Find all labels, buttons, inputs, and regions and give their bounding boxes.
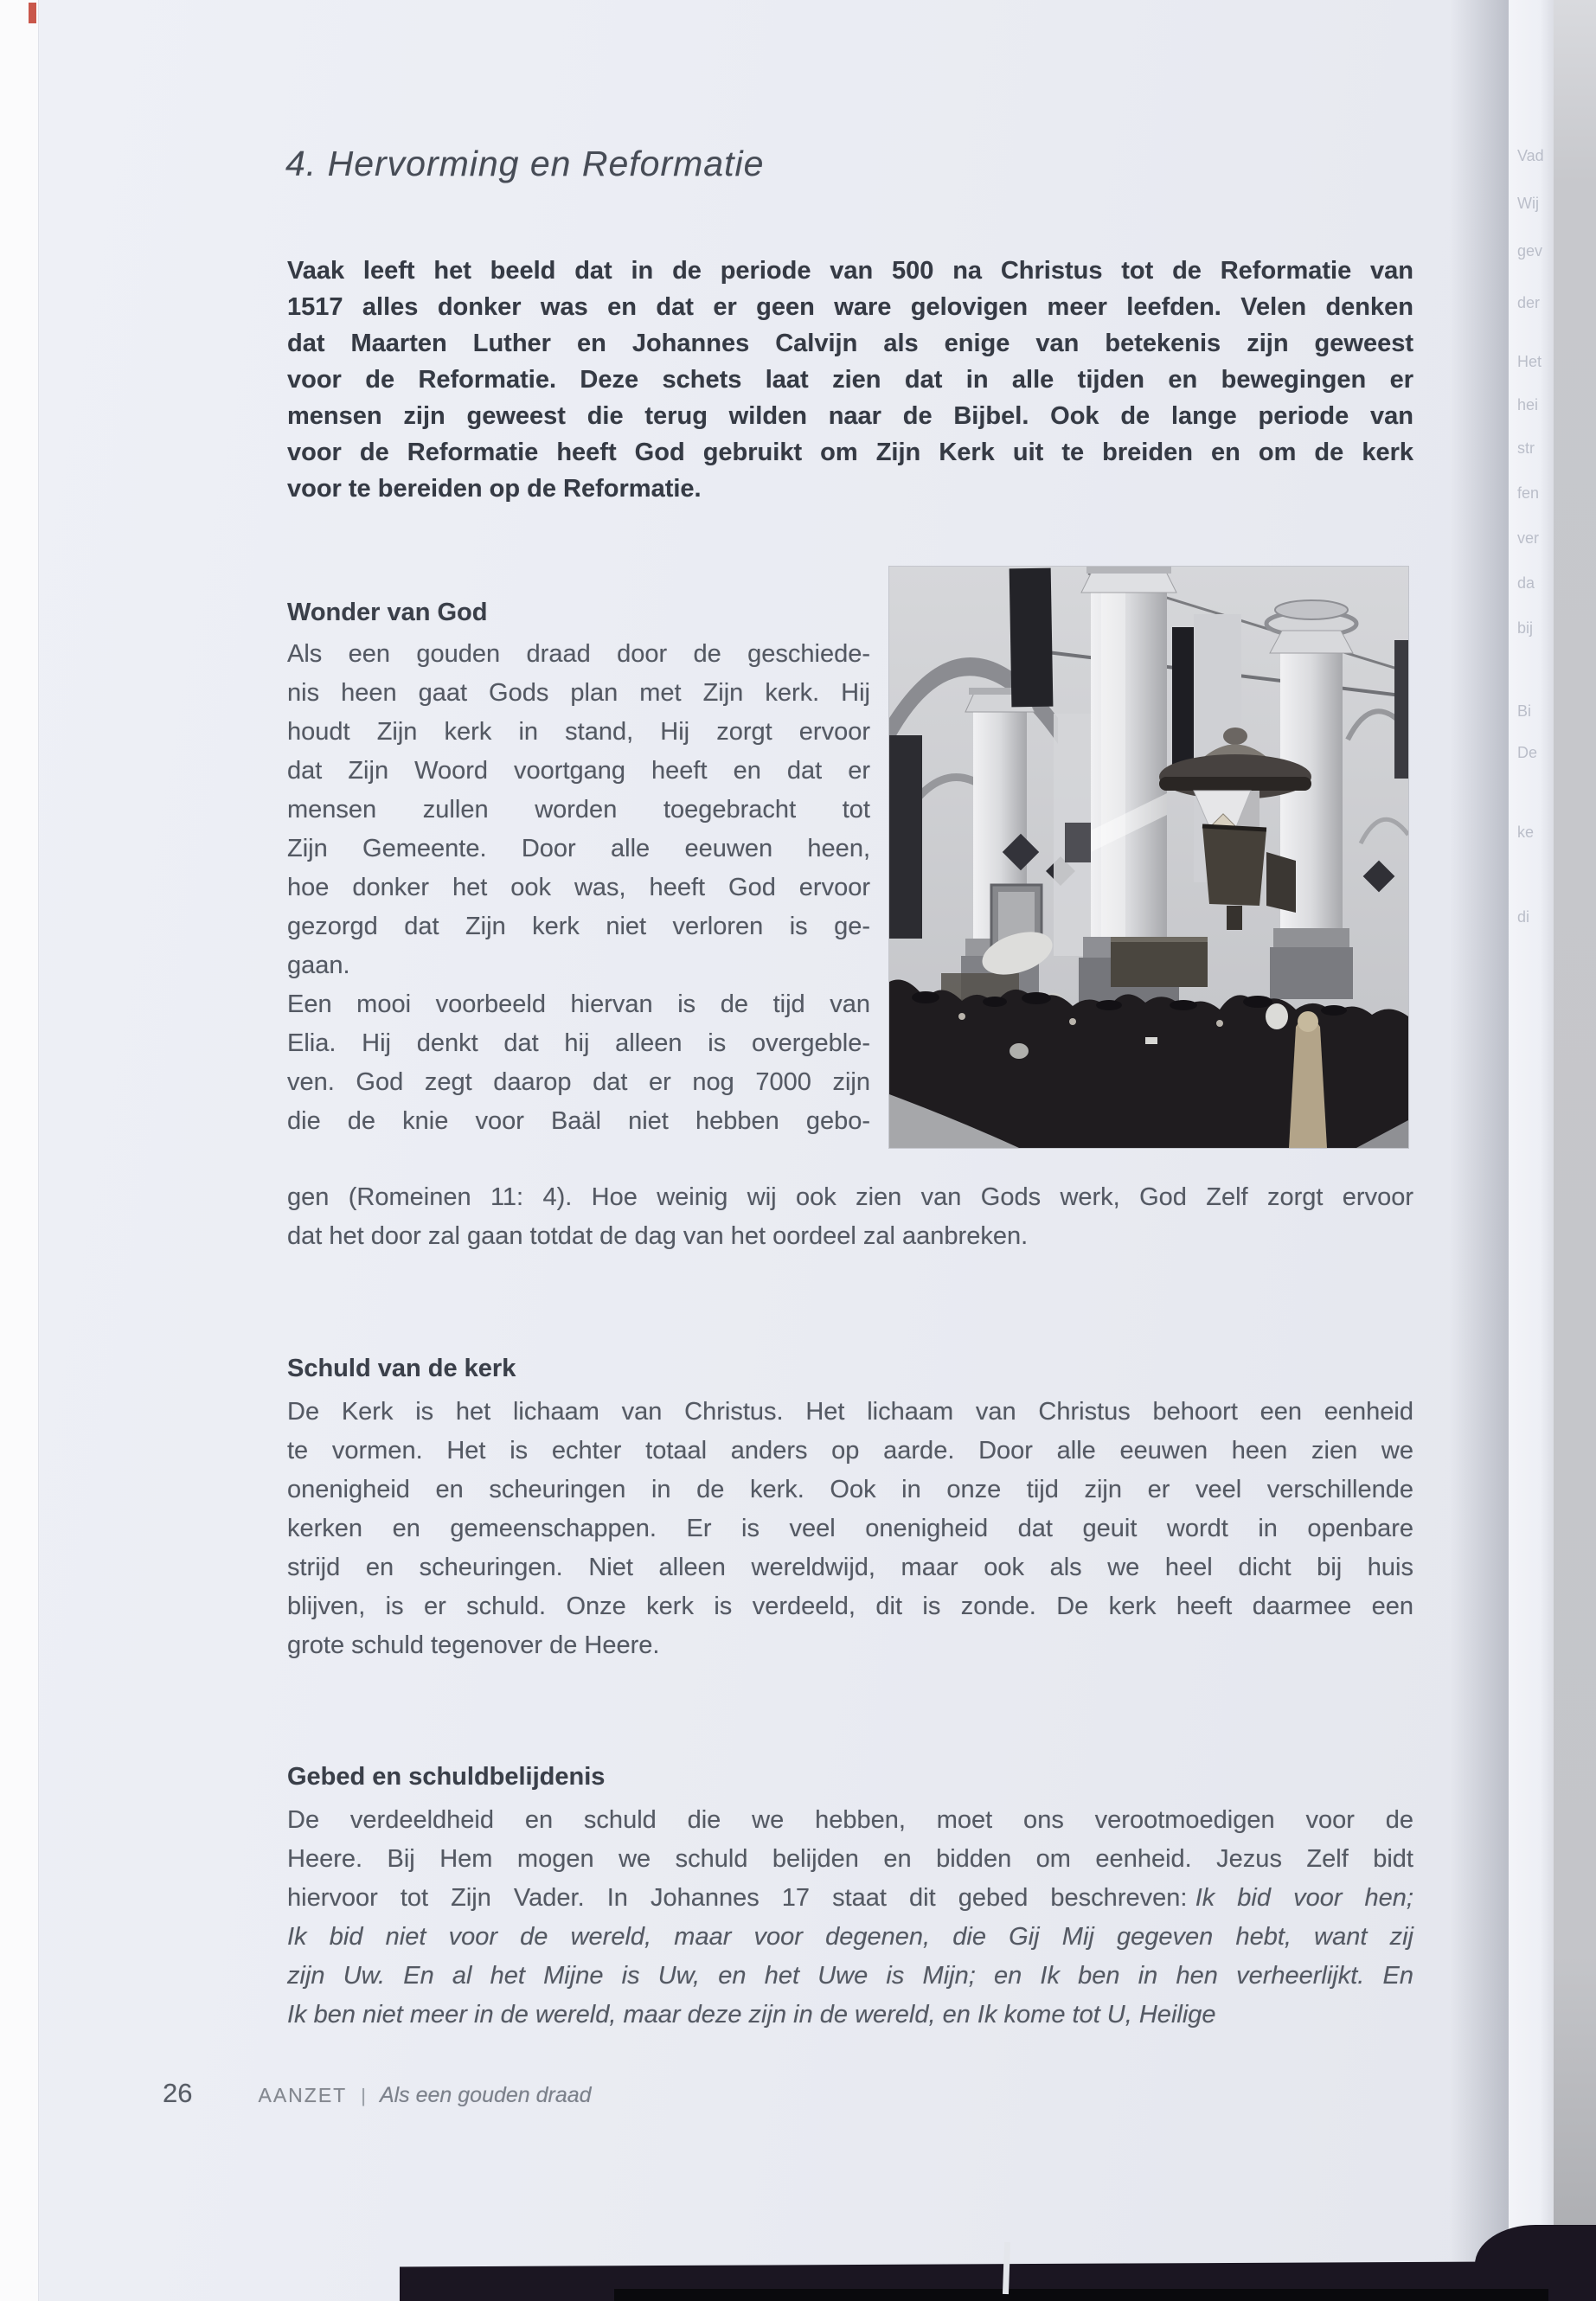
body-line: dat het door zal gaan totdat de dag van het oordeel zal aanbreken. (287, 1222, 1029, 1250)
body-line: dat Zijn Woord voortgang heeft en dat er (287, 757, 870, 785)
intro-line: dat Maarten Luther en Johannes Calvijn als enige van betekenis zijn geweest (287, 330, 1413, 357)
wonder-paragraph-wide (287, 1178, 1413, 1256)
red-scan-mark (29, 3, 36, 23)
gebed-paragraph (287, 1801, 1413, 2035)
edge-fragment: hei (1517, 396, 1539, 413)
body-line: Elia. Hij denkt dat hij alleen is overgeble- (287, 1029, 870, 1057)
body-line: strijd en scheuringen. Niet alleen wereldwijd, maar ook als we heel dicht bij huis (287, 1554, 1413, 1581)
edge-fragment: der (1517, 294, 1541, 311)
intro-line: 1517 alles donker was en dat er geen ware gelovigen meer leefden. Velen denken (287, 293, 1413, 321)
body-line: Een mooi voorbeeld hiervan is de tijd van (287, 990, 870, 1018)
edge-fragment: str (1517, 439, 1535, 457)
intro-line: Vaak leeft het beeld dat in de periode van 500 na Christus tot de Reformatie van (287, 257, 1413, 285)
body-line: nis heen gaat Gods plan met Zijn kerk. Hij (287, 679, 870, 707)
section-heading-gebed-en-schuldbelijdenis: Gebed en schuldbelijdenis (287, 1763, 606, 1791)
edge-fragment: Wij (1517, 195, 1539, 212)
body-line: te vormen. Het is echter totaal anders op aarde. Door alle eeuwen heen zien we (287, 1437, 1413, 1465)
church-interior-painting (889, 567, 1408, 1148)
intro-line: voor de Reformatie heeft God gebruikt om Zijn Kerk uit te breiden en om de kerk (287, 439, 1413, 466)
edge-fragment: ver (1517, 529, 1540, 547)
body-line-quote: zijn Uw. En al het Mijne is Uw, en het Uwe is Mijn; en Ik ben in hen verheerlijkt. En (287, 1962, 1413, 1990)
page-number: 26 (163, 2078, 193, 2108)
body-line-italic-part: Ik bid voor hen; (1195, 1884, 1413, 1912)
body-line: ven. God zegt daarop dat er nog 7000 zijn (287, 1068, 870, 1096)
body-line: blijven, is er schuld. Onze kerk is verdeeld, dit is zonde. De kerk heeft daarmee een (287, 1593, 1413, 1620)
chapter-title: 4. Hervorming en Reformatie (285, 144, 765, 183)
intro-paragraph (287, 253, 1413, 507)
body-line: hoe donker het ook was, heeft God ervoor (287, 874, 870, 901)
body-line: De verdeeldheid en schuld die we hebben, moet ons verootmoedigen voor de (287, 1806, 1413, 1834)
body-line: grote schuld tegenover de Heere. (287, 1631, 660, 1659)
body-line: Zijn Gemeente. Door alle eeuwen heen, (287, 835, 870, 862)
body-line: gezorgd dat Zijn kerk niet verloren is ge- (287, 913, 870, 940)
body-line: houdt Zijn kerk in stand, Hij zorgt ervoor (287, 718, 870, 746)
body-line: gen (Romeinen 11: 4). Hoe weinig wij ook zien van Gods werk, God Zelf zorgt ervoor (287, 1183, 1413, 1211)
intro-line: mensen zijn geweest die terug wilden naar de Bijbel. Ook de lange periode van (287, 402, 1413, 430)
body-line: die de knie voor Baäl niet hebben gebo- (287, 1107, 870, 1135)
book-bottom-shadow-dark (614, 2289, 1548, 2301)
section-heading-schuld-van-de-kerk: Schuld van de kerk (287, 1355, 516, 1382)
next-page-text-fragments (1516, 0, 1554, 2301)
edge-fragment: gev (1517, 242, 1543, 260)
body-line-quote: Ik ben niet meer in de wereld, maar deze zijn in de wereld, en Ik kome tot U, Heilige (287, 2001, 1216, 2029)
edge-fragment: di (1517, 908, 1530, 926)
edge-fragment: fen (1517, 484, 1540, 502)
edge-fragment: Het (1517, 353, 1542, 370)
church-interior-illustration (889, 567, 1408, 1148)
body-line-quote: Ik bid niet voor de wereld, maar voor degenen, die Gij Mij gegeven hebt, want zij (287, 1923, 1413, 1951)
body-line-normal-part: hiervoor tot Zijn Vader. In Johannes 17 staat dit gebed beschreven: (287, 1884, 1188, 1912)
wonder-paragraph-narrow (287, 635, 870, 1141)
edge-fragment: De (1517, 744, 1538, 761)
body-line: gaan. (287, 952, 350, 979)
body-line: Heere. Bij Hem mogen we schuld belijden en bidden om eenheid. Jezus Zelf bidt (287, 1845, 1413, 1873)
footer-separator: | (361, 2085, 366, 2106)
body-line: kerken en gemeenschappen. Er is veel onenigheid dat geuit wordt in openbare (287, 1515, 1413, 1542)
footer-series-name: AANZET (258, 2084, 348, 2106)
body-line-mixed (287, 1879, 1413, 1918)
edge-fragment: Vad (1517, 147, 1544, 164)
section-heading-wonder-van-god: Wonder van God (287, 599, 488, 626)
schuld-paragraph (287, 1393, 1413, 1665)
page-fold-shadow (1450, 0, 1509, 2301)
book-edge-strip (1554, 0, 1596, 2301)
intro-line: voor de Reformatie. Deze schets laat zien dat in alle tijden en bewegingen er (287, 366, 1413, 394)
edge-fragment: ke (1517, 824, 1535, 841)
edge-fragment: da (1517, 574, 1535, 592)
edge-fragment: bij (1517, 619, 1534, 637)
footer-book-title: Als een gouden draad (379, 2083, 592, 2107)
body-line: onenigheid en scheuringen in de kerk. Ook in onze tijd zijn er veel verschillende (287, 1476, 1413, 1503)
edge-fragment: Bi (1517, 702, 1532, 720)
body-line: De Kerk is het lichaam van Christus. Het lichaam van Christus behoort een eenheid (287, 1398, 1413, 1426)
page-footer (163, 2078, 592, 2109)
intro-line: voor te bereiden op de Reformatie. (287, 475, 702, 503)
body-line: Als een gouden draad door de geschiede- (287, 640, 870, 668)
body-line: mensen zullen worden toegebracht tot (287, 796, 870, 824)
